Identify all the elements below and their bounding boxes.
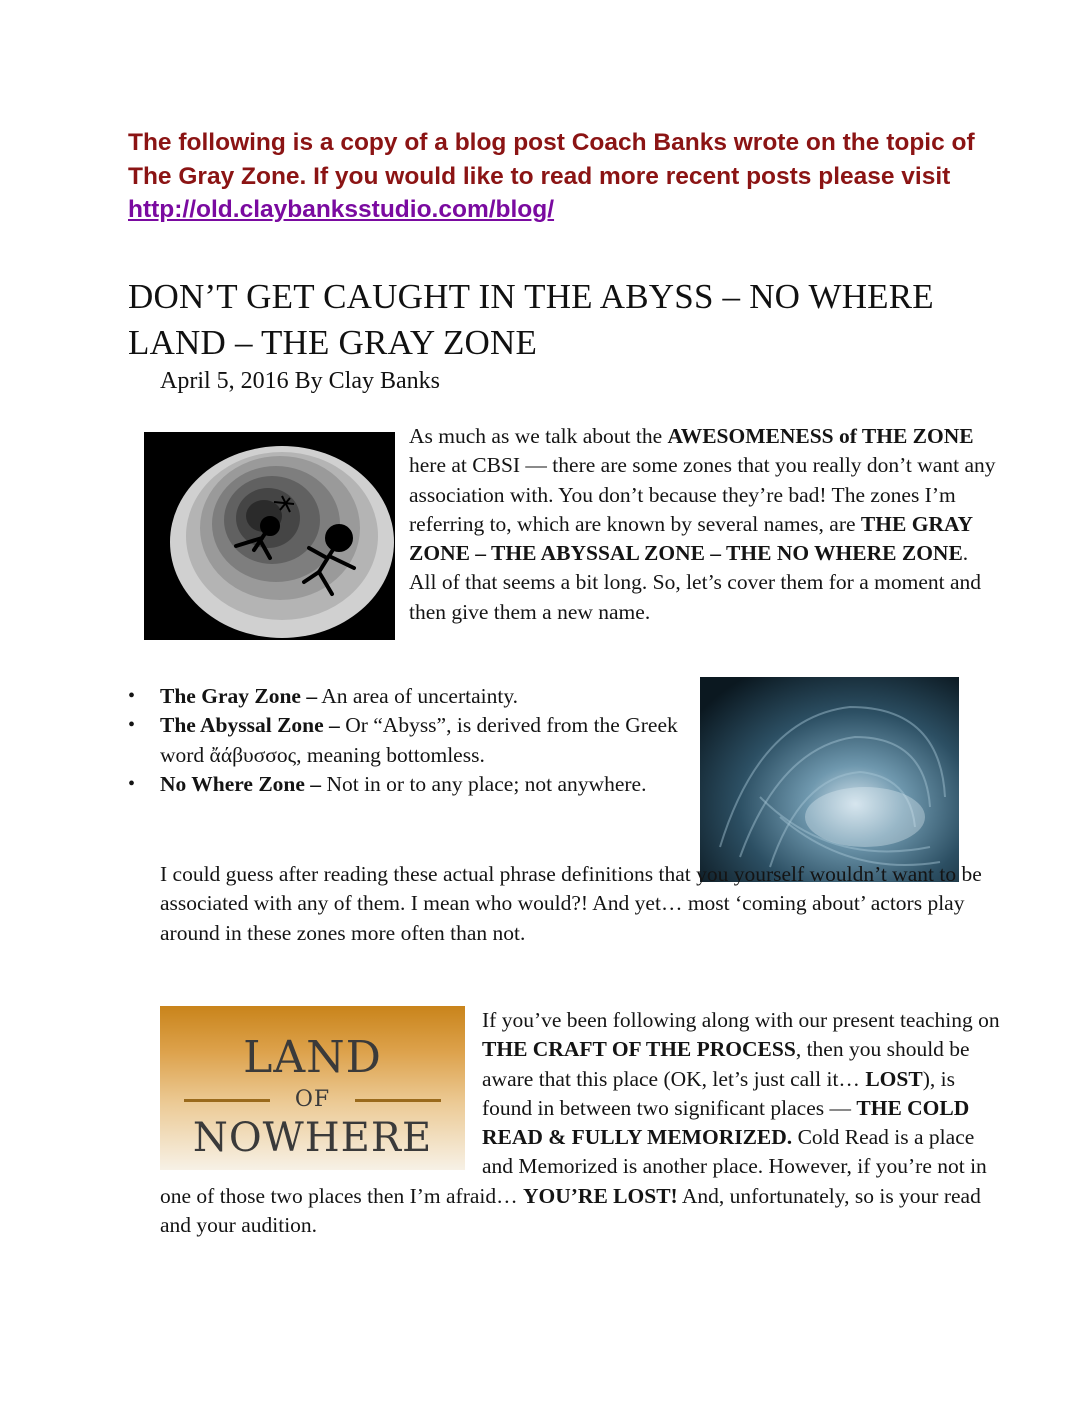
abyss-rings-graphic [144,432,395,640]
vortex-graphic [700,677,959,882]
definition-text: An area of uncertainty. [317,684,519,708]
intro-bold-1: AWESOMENESS of THE ZONE [667,424,974,448]
intro-text-2: here at CBSI — there are some zones that you really don’t want any association with. You don’t because they’re bad! The zones I’m referring to, which are known by several names, are [409,453,996,536]
process-text-3: ), is found in between two significant places — [482,1066,955,1120]
logo-line-of: OF [294,1087,331,1112]
intro-text-3: . All of that seems a bit long. So, let’s cover them for a moment and then give them a new name. [409,541,982,624]
definition-term: No Where Zone – [160,771,322,796]
process-bold-3: THE COLD READ & FULLY MEMORIZED. [482,1095,970,1150]
process-text-2: , then you should be aware that this place (OK, let’s just call it… [482,1037,970,1091]
list-item [128,770,688,799]
process-text-1: If you’ve been following along with our present teaching on [482,1008,1000,1032]
vortex-image [700,677,959,882]
logo-line-land: LAND [243,1032,382,1083]
bullet-icon: • [128,685,136,707]
process-text-4: Cold Read is a place and Memorized is another place. However, if you’re not in one of those two places then I’m afraid… [160,1125,987,1208]
intro-text-1: As much as we talk about the [409,424,668,448]
reflection-paragraph: I could guess after reading these actual phrase definitions that you yourself wouldn’t want to be associated with any of them. I mean who would?! And yet… most ‘coming about’ actors play around in these zones more often than not. [160,862,982,945]
definition-text: Or “Abyss”, is derived from the Greek word ἄάβυσσος, meaning bottomless. [160,713,678,767]
list-item [128,711,688,770]
abyss-illustration-image [144,432,395,640]
post-title: DON’T GET CAUGHT IN THE ABYSS – NO WHERE LAND – THE GRAY ZONE [128,277,934,362]
image-float-spacer [160,1006,482,1172]
intro-bold-2: THE GRAY ZONE – THE ABYSSAL ZONE – THE NO WHERE ZONE [409,511,973,566]
process-bold-1: THE CRAFT OF THE PROCESS [482,1037,796,1062]
blog-link[interactable]: http://old.claybanksstudio.com/blog/ [128,196,555,223]
process-text-5: And, unfortunately, so is your read and your audition. [160,1183,981,1238]
blog-copy-notice [128,126,1008,227]
definition-text: Not in or to any place; not anywhere. [321,771,647,796]
list-item [128,682,688,711]
definition-term: The Gray Zone – [160,684,318,708]
post-byline: April 5, 2016 By Clay Banks [160,368,440,394]
notice-text: The following is a copy of a blog post Coach Banks wrote on the topic of The Gray Zone. If you would like to read more recent posts please visit [128,129,975,190]
logo-line-nowhere: NOWHERE [192,1115,433,1161]
bullet-icon: • [128,714,136,737]
process-paragraph [160,1006,1000,1240]
process-bold-4: YOU’RE LOST! [523,1183,678,1208]
process-bold-2: LOST [865,1066,923,1091]
bullet-icon: • [128,772,136,795]
intro-paragraph [409,422,999,627]
zone-definitions-list [128,682,688,799]
definition-term: The Abyssal Zone – [160,713,340,738]
